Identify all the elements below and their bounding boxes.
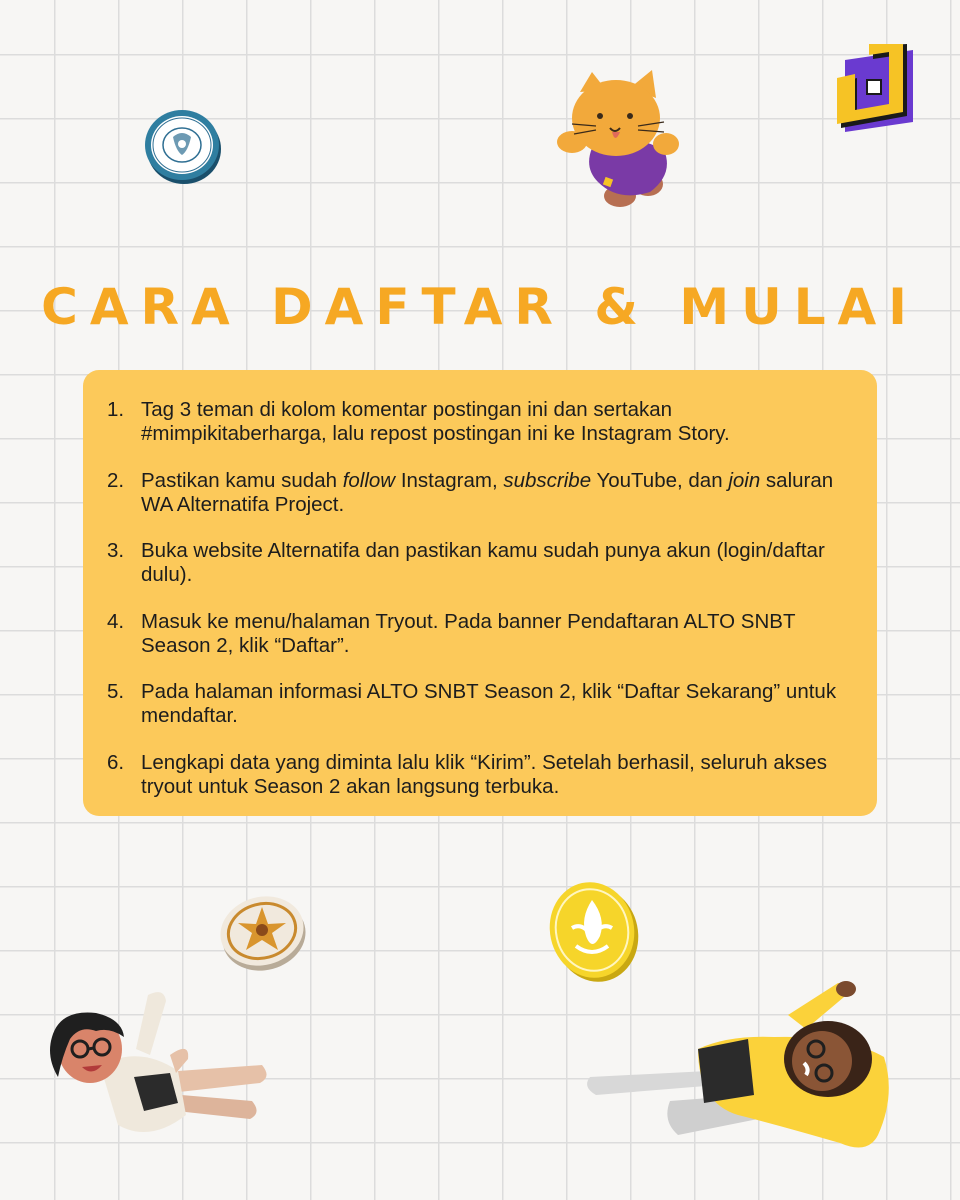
step-text: Masuk ke menu/halaman Tryout. Pada banner Pendaftaran ALTO SNBT Season 2, klik “Daftar”. (141, 609, 796, 657)
ugm-coin-icon (216, 890, 312, 974)
cat-mascot-icon (552, 68, 682, 208)
step-number: 5. (107, 680, 125, 703)
student-left-icon (40, 985, 280, 1145)
ui-coin-icon (546, 878, 642, 988)
step-item (107, 610, 847, 658)
step-text: Tag 3 teman di kolom komentar postingan ini dan sertakan #mimpikitaberharga, lalu repost postingan ini ke Instagram Story. (141, 398, 730, 445)
step-number: 1. (107, 398, 125, 421)
steps-card (83, 370, 877, 816)
step-item (107, 469, 847, 517)
step-number: 2. (107, 468, 125, 492)
step-item (107, 398, 847, 446)
page-title: CARA DAFTAR & MULAI (41, 278, 919, 336)
step-number: 4. (107, 609, 125, 633)
step-text: Pada halaman informasi ALTO SNBT Season 2, klik “Daftar Sekarang” untuk mendaftar. (141, 680, 837, 727)
step-text: Pastikan kamu sudah follow Instagram, subscribe YouTube, dan join saluran WA Alternatifa Project. (141, 468, 834, 516)
step-number: 3. (107, 539, 125, 562)
step-item (107, 539, 847, 587)
step-text: Buka website Alternatifa dan pastikan kamu sudah punya akun (login/daftar dulu). (141, 539, 825, 586)
itb-badge-icon (140, 105, 230, 185)
student-right-icon (578, 975, 900, 1165)
brand-logo-icon (833, 44, 915, 134)
step-number: 6. (107, 750, 125, 774)
steps-list (107, 398, 847, 799)
step-item (107, 680, 847, 728)
step-item (107, 751, 847, 799)
step-text: Lengkapi data yang diminta lalu klik “Kirim”. Setelah berhasil, seluruh akses tryout untuk Season 2 akan langsung terbuka. (141, 750, 827, 798)
